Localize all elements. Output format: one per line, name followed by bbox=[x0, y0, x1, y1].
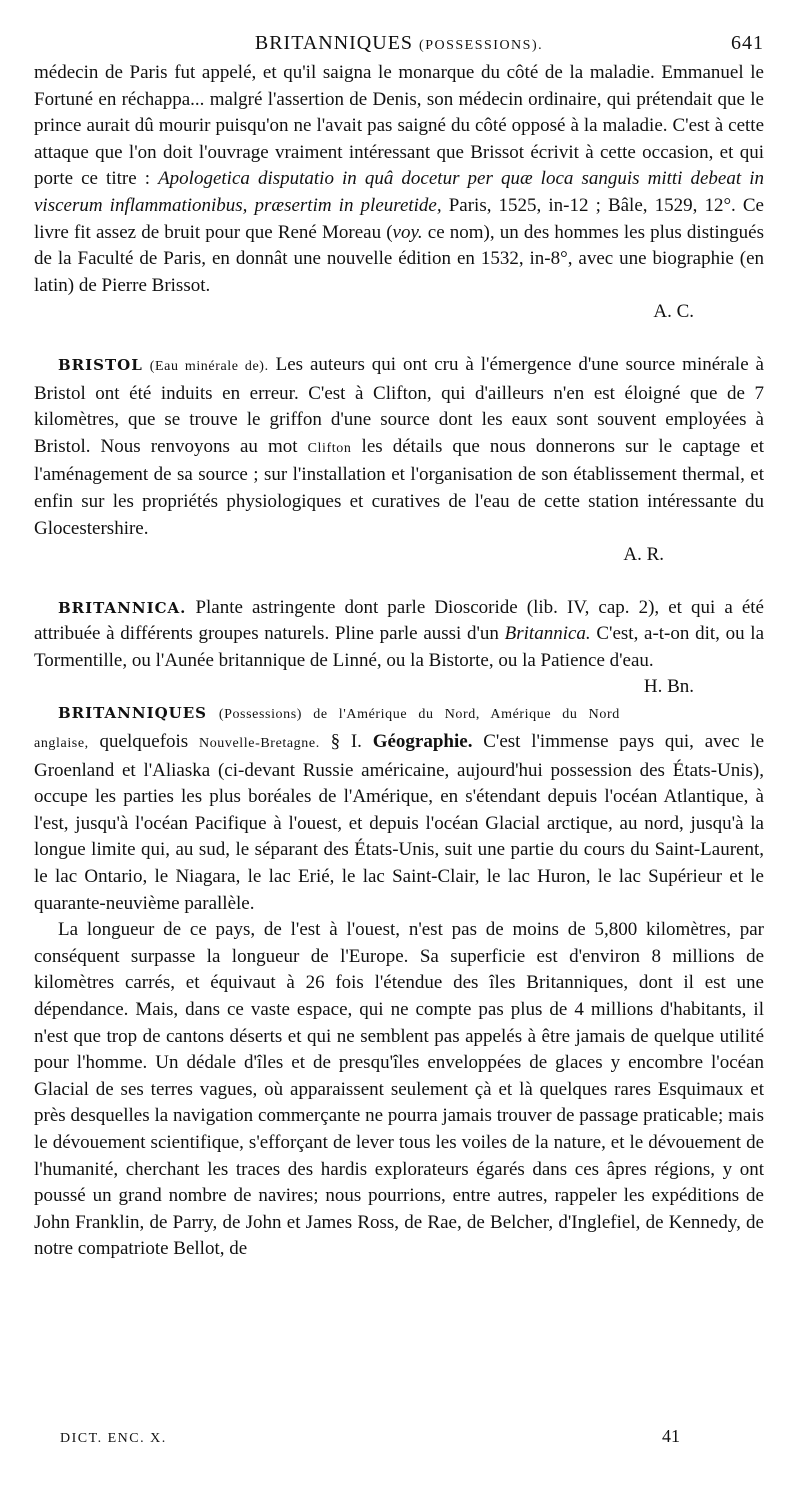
headword-bristol: BRISTOL bbox=[58, 355, 143, 374]
running-title-main: BRITANNIQUES bbox=[254, 32, 414, 54]
britannica-text-2: C'est, a-t-on dit, ou la Tormentille, ou l'Aunée britannique de Linné, ou la Bistorte, ou la Patience d'eau. bbox=[34, 623, 764, 671]
qualifier-britanniques: (Possessions) de l'Amérique du Nord, Amérique du Nord anglaise, bbox=[34, 707, 620, 752]
section-title-geographie: Géographie. bbox=[372, 731, 473, 753]
page-footer bbox=[60, 1426, 680, 1447]
entry-spacer bbox=[34, 569, 764, 595]
continuation-paragraph bbox=[34, 60, 764, 299]
section-mark: § I. bbox=[319, 731, 373, 753]
running-header bbox=[34, 32, 764, 58]
book-title: Apologetica disputatio in quâ docetur per quæ loca sanguis mitti debeat in viscerum inflammationibus, præsertim in pleuretide, bbox=[34, 168, 764, 216]
entry-bristol bbox=[34, 352, 764, 542]
continuation-text-3: ce nom), un des hommes les plus distingués de la Faculté de Paris, en donnât une nouvelle édition en 1532, in-8°, avec une biographie (en latin) de Pierre Brissot. bbox=[34, 221, 764, 296]
headword-britannica: BRITANNICA. bbox=[58, 598, 187, 617]
britannica-italic: Britannica. bbox=[504, 623, 591, 645]
signature-mark: DICT. ENC. X. bbox=[60, 1431, 167, 1446]
bristol-text-2: les détails que nous donnerons sur le captage et l'aménagement de sa source ; sur l'installation et l'organisation de son établissement thermal, et enfin sur les propriétés physiologiques et curatives de l'eau de cette station intéressante du Glocestershire. bbox=[34, 435, 764, 539]
entry-britannica bbox=[34, 595, 764, 698]
britannica-text-1: Plante astringente dont parle Dioscoride (lib. IV, cap. 2), et qui a été attribuée à différents groupes naturels. Pline parle aussi d'un bbox=[34, 596, 764, 645]
britanniques-text-1: quelquefois bbox=[88, 731, 199, 753]
alternate-name: Nouvelle-Bretagne. bbox=[198, 736, 320, 752]
author-signature-ar: A. R. bbox=[623, 544, 664, 566]
continuation-text-2: Paris, 1525, in-12 ; Bâle, 1529, 12°. Ce livre fit assez de bruit pour que René Moreau ( bbox=[34, 194, 764, 243]
page-number: 641 bbox=[731, 32, 764, 54]
britanniques-paragraph-2: La longueur de ce pays, de l'est à l'ouest, n'est pas de moins de 5,800 kilomètres, par conséquent surpasse la longueur de l'Europe. Sa superficie est d'environ 8 millions de kilomètres carrés, et équivaut à 26 fois l'étendue des îles Britanniques, dont il est une dépendance. Mais, dans ce vaste espace, qui ne compte pas plus de 4 millions d'habitants, il n'est que trop de cantons déserts et qui ne semblent pas appelés à être jamais de quelque utilité pour l'homme. Un dédale d'îles et de presqu'îles enveloppées de glaces y encombre l'océan Glacial de ses terres vagues, où apparaissent seulement çà et là quelques rares Esquimaux et près desquelles la navigation commerçante ne pourra jamais trouver de passage praticable; mais le dévouement scientifique, s'efforçant de lever tous les voiles de la nature, et le dévouement de l'humanité, cherchant les traces des hardis explorateurs égarés dans ces âpres régions, y ont poussé un grand nombre de navires; nous pourrions, entre autres, rappeler les expéditions de John Franklin, de Parry, de John et James Ross, de Rae, de Belcher, d'Inglefiel, de Kennedy, de notre compatriote Bellot, de bbox=[34, 919, 764, 1260]
continuation-text-1: médecin de Paris fut appelé, et qu'il saigna le monarque du côté de la maladie. Emmanuel le Fortuné en réchappa... malgré l'assertion de Denis, son médecin ordinaire, qui prétendait que le prince aurait dû mourir puisqu'on ne l'avait pas saigné du côté opposé à la maladie. C'est à cette attaque que l'on doit l'ouvrage vraiment intéressant que Brissot écrivit à cette occasion, et qui porte ce titre : bbox=[34, 62, 764, 190]
entry-britanniques bbox=[34, 700, 764, 917]
author-signature-hbn: H. Bn. bbox=[643, 676, 694, 698]
running-title-sub: (POSSESSIONS). bbox=[419, 38, 544, 53]
bristol-text-1: Les auteurs qui ont cru à l'émergence d'une source minérale à Bristol ont été induits en erreur. C'est à Clifton, qui d'ailleurs n'en est éloigné que de 7 kilomètres, que se trouve le griffon d'une source dont les eaux sont souvent employées à Bristol. Nous renvoyons au mot bbox=[34, 353, 764, 457]
running-title bbox=[34, 32, 764, 55]
qualifier-bristol: (Eau minérale de). bbox=[149, 358, 269, 374]
voy-reference: voy. bbox=[392, 221, 423, 243]
headword-britanniques: BRITANNIQUES bbox=[58, 704, 207, 723]
entry-spacer bbox=[34, 326, 764, 352]
author-signature-ac: A. C. bbox=[653, 301, 694, 323]
sheet-number: 41 bbox=[662, 1426, 680, 1446]
britanniques-text-2: C'est l'immense pays qui, avec le Groenland et l'Aliaska (ci-devant Russie américaine, aujourd'hui possession des États-Unis), occupe les parties les plus boréales de l'Amérique, en s'étendant depuis l'océan Atlantique, à l'est, jusqu'à l'océan Pacifique à l'ouest, et depuis l'océan Glacial arctique, au nord, jusqu'à la longue limite qui, au sud, le séparant des États-Unis, suit une partie du cours du Saint-Laurent, le lac Ontario, le Niagara, le lac Erié, le lac Saint-Clair, le lac Huron, le lac Supérieur et le quarante-neuvième parallèle. bbox=[34, 731, 764, 914]
page-body bbox=[34, 60, 764, 1263]
cross-reference-clifton: Clifton bbox=[307, 440, 352, 456]
